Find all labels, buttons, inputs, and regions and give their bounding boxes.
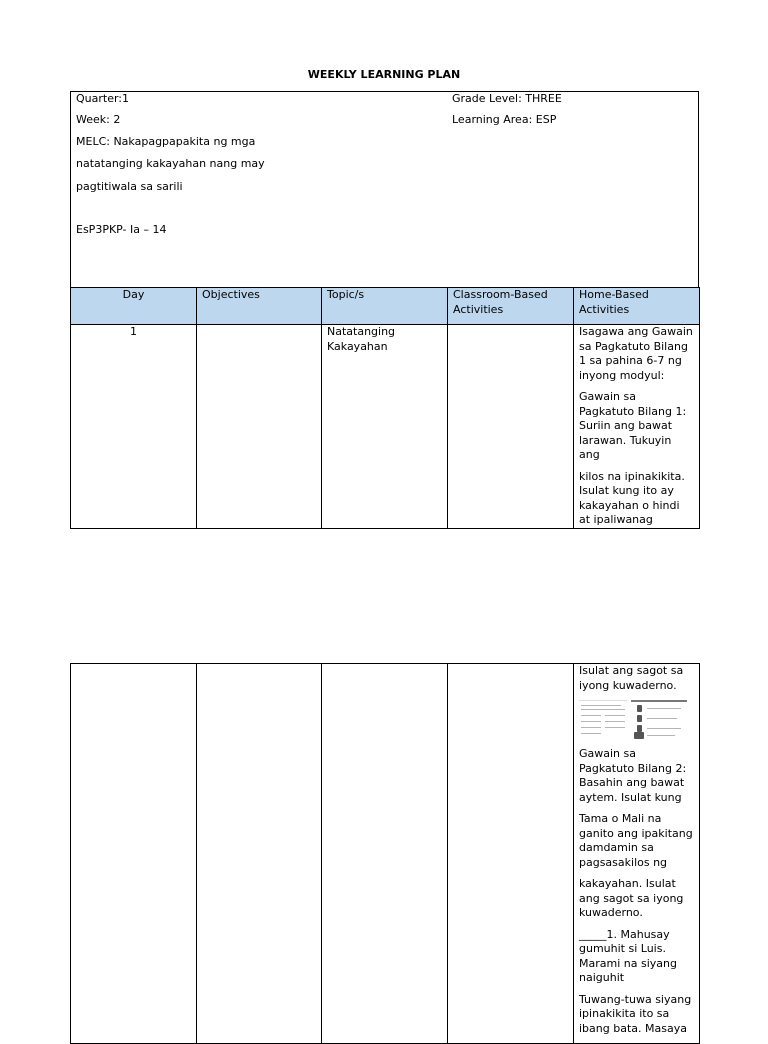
home-activity-paragraph: Isagawa ang Gawain sa Pagkatuto Bilang 1 sa pahina 6-7 ng inyong modyul: (579, 325, 693, 382)
objectives-cell (197, 664, 322, 1044)
competency-code: EsP3PKP- Ia – 14 (76, 223, 167, 236)
classroom-activities-cell (448, 325, 574, 529)
home-activity-paragraph: Gawain sa Pagkatuto Bilang 2: Basahin ang bawat aytem. Isulat kung (579, 747, 687, 804)
col-header-day: Day (71, 288, 197, 325)
home-activity-paragraph: Tama o Mali na ganito ang ipakitang damdamin sa pagsasakilos ng (579, 812, 693, 869)
table-row (71, 325, 700, 529)
home-activity-paragraph: kakayahan. Isulat ang sagot sa iyong kuwaderno. (579, 877, 684, 919)
quarter-label: Quarter:1 (76, 92, 130, 105)
home-activity-paragraph: kilos na ipinakikita. Isulat kung ito ay kakayahan o hindi at ipaliwanag (579, 469, 685, 526)
table-row (71, 664, 700, 1044)
topic-cell (322, 664, 448, 1044)
home-activities-cell (574, 325, 700, 529)
col-header-classroom-activities: Classroom-Based Activities (448, 288, 574, 325)
col-header-objectives: Objectives (197, 288, 322, 325)
classroom-activities-cell (448, 664, 574, 1044)
home-activity-paragraph: Isulat ang sagot sa iyong kuwaderno. (579, 664, 684, 692)
document-title: WEEKLY LEARNING PLAN (307, 68, 461, 81)
home-activities-cell (574, 664, 700, 1044)
week-label: Week: 2 (76, 113, 121, 126)
objectives-cell (197, 325, 322, 529)
melc-line-3: pagtitiwala sa sarili (76, 180, 183, 193)
home-activity-paragraph: Tuwang-tuwa siyang ipinakikita ito sa ibang bata. Masaya (579, 992, 692, 1035)
worksheet-pictures-image (631, 700, 687, 740)
day-cell (71, 664, 197, 1044)
col-header-home-activities: Home-Based Activities (574, 288, 700, 325)
grade-level-label: Grade Level: THREE (452, 92, 562, 105)
melc-line-1: MELC: Nakapagpapakita ng mga (76, 135, 256, 148)
table-header-row (71, 288, 700, 325)
weekly-plan-table-continued (70, 663, 700, 1044)
worksheet-page-image (579, 700, 627, 739)
home-activity-paragraph: Gawain sa Pagkatuto Bilang 1: Suriin ang bawat larawan. Tukuyin ang (579, 390, 687, 461)
col-header-topics: Topic/s (322, 288, 448, 325)
weekly-plan-table (70, 287, 700, 529)
day-cell: 1 (71, 325, 197, 529)
home-activity-paragraph: _____1. Mahusay gumuhit si Luis. Marami na siyang naiguhit (579, 927, 677, 984)
plan-header-box (70, 91, 699, 288)
topic-cell: Natatanging Kakayahan (322, 325, 448, 529)
melc-line-2: natatanging kakayahan nang may (76, 157, 265, 170)
activity-worksheet-thumbnail (579, 700, 694, 740)
learning-area-label: Learning Area: ESP (452, 113, 557, 126)
